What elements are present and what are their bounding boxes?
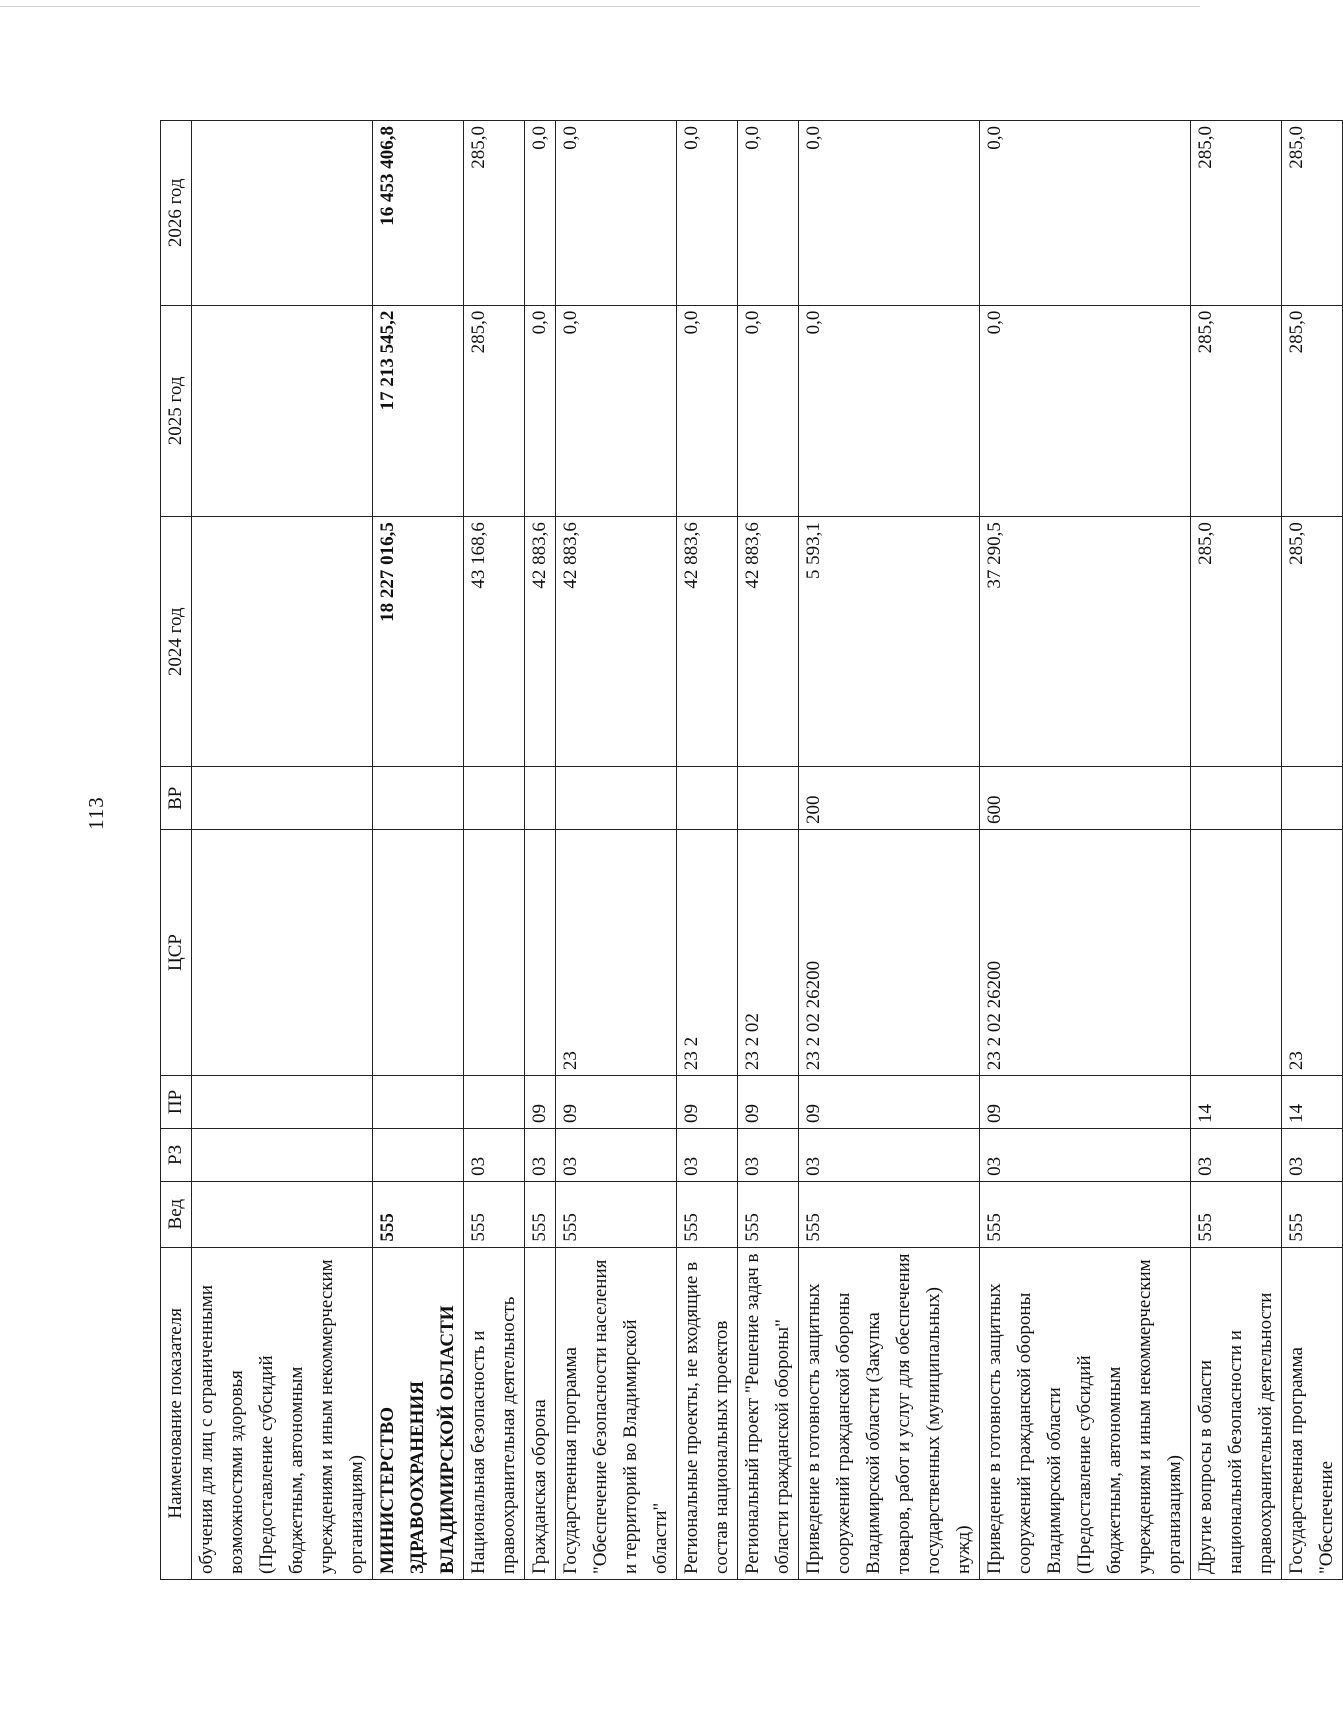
header-csr: ЦСР: [161, 830, 192, 1076]
cell-2025: 17 213 545,2: [373, 305, 464, 517]
cell-ved: 555: [980, 1181, 1191, 1247]
header-2024: 2024 год: [161, 517, 192, 767]
table-row: [1191, 121, 1282, 1580]
header-ved: Вед: [161, 1181, 192, 1247]
rotated-table-container: [160, 120, 1337, 1580]
table-body: [192, 121, 1343, 1580]
header-name: Наименование показателя: [161, 1247, 192, 1579]
cell-2026: 285,0: [464, 121, 525, 306]
cell-rz: 03: [464, 1128, 525, 1181]
cell-2025: 285,0: [1282, 305, 1343, 517]
header-vr: ВР: [161, 767, 192, 830]
cell-vr: 600: [980, 767, 1191, 830]
cell-2025: 0,0: [525, 305, 556, 517]
table-row: [464, 121, 525, 1580]
cell-2026: 285,0: [1191, 121, 1282, 306]
cell-2026: [192, 121, 373, 306]
scan-edge-line: [0, 6, 1200, 7]
cell-csr: [192, 830, 373, 1076]
cell-name: Гражданская оборона: [525, 1247, 556, 1579]
cell-ved: 555: [1282, 1181, 1343, 1247]
cell-name: МИНИСТЕРСТВО ЗДРАВООХРАНЕНИЯ ВЛАДИМИРСКОЙ ОБЛАСТИ: [373, 1247, 464, 1579]
cell-ved: 555: [677, 1181, 738, 1247]
header-row: [161, 121, 192, 1580]
cell-2024: 43 168,6: [464, 517, 525, 767]
cell-vr: [1191, 767, 1282, 830]
cell-pr: [464, 1076, 525, 1129]
cell-pr: 14: [1282, 1076, 1343, 1129]
cell-name: Приведение в готовность защитных сооружений гражданской обороны Владимирской области (Предоставление субсидий бюджетным, автономным учреждениям и иным некоммерческим организациям): [980, 1247, 1191, 1579]
cell-2026: 0,0: [556, 121, 677, 306]
cell-rz: [373, 1128, 464, 1181]
cell-vr: [738, 767, 799, 830]
cell-ved: 555: [525, 1181, 556, 1247]
header-pr: ПР: [161, 1076, 192, 1129]
cell-csr: [525, 830, 556, 1076]
cell-ved: 555: [464, 1181, 525, 1247]
cell-csr: [1191, 830, 1282, 1076]
cell-name: обучения для лиц с ограниченными возможностями здоровья (Предоставление субсидий бюджетным, автономным учреждениям и иным некоммерческим организациям): [192, 1247, 373, 1579]
cell-csr: [464, 830, 525, 1076]
cell-2025: 0,0: [556, 305, 677, 517]
table-row: [373, 121, 464, 1580]
cell-2026: 0,0: [799, 121, 980, 306]
cell-2024: 285,0: [1191, 517, 1282, 767]
cell-rz: 03: [677, 1128, 738, 1181]
table-row: [192, 121, 373, 1580]
table-row: [799, 121, 980, 1580]
cell-rz: [192, 1128, 373, 1181]
cell-pr: [373, 1076, 464, 1129]
table-row: [677, 121, 738, 1580]
cell-2025: 285,0: [1191, 305, 1282, 517]
cell-name: Приведение в готовность защитных сооружений гражданской обороны Владимирской области (Закупка товаров, работ и услуг для обеспечения государственных (муниципальных) нужд): [799, 1247, 980, 1579]
cell-csr: 23 2 02: [738, 830, 799, 1076]
cell-pr: [192, 1076, 373, 1129]
cell-rz: 03: [738, 1128, 799, 1181]
cell-2025: 285,0: [464, 305, 525, 517]
cell-2026: 0,0: [677, 121, 738, 306]
cell-rz: 03: [1282, 1128, 1343, 1181]
page-number: 113: [84, 796, 108, 830]
cell-2025: [192, 305, 373, 517]
table-row: [556, 121, 677, 1580]
cell-vr: [1282, 767, 1343, 830]
cell-rz: 03: [556, 1128, 677, 1181]
cell-rz: 03: [1191, 1128, 1282, 1181]
cell-2025: 0,0: [980, 305, 1191, 517]
cell-ved: 555: [738, 1181, 799, 1247]
cell-2024: 285,0: [1282, 517, 1343, 767]
cell-rz: 03: [525, 1128, 556, 1181]
cell-pr: 09: [556, 1076, 677, 1129]
cell-csr: 23 2: [677, 830, 738, 1076]
cell-2024: 42 883,6: [525, 517, 556, 767]
cell-vr: [464, 767, 525, 830]
cell-name: Государственная программа "Обеспечение: [1282, 1247, 1343, 1579]
cell-2026: 0,0: [525, 121, 556, 306]
cell-2025: 0,0: [799, 305, 980, 517]
cell-ved: 555: [373, 1181, 464, 1247]
cell-2025: 0,0: [677, 305, 738, 517]
cell-pr: 14: [1191, 1076, 1282, 1129]
cell-pr: 09: [799, 1076, 980, 1129]
cell-csr: 23 2 02 26200: [799, 830, 980, 1076]
cell-csr: 23: [556, 830, 677, 1076]
cell-2026: 285,0: [1282, 121, 1343, 306]
cell-vr: [525, 767, 556, 830]
header-2026: 2026 год: [161, 121, 192, 306]
cell-2026: 16 453 406,8: [373, 121, 464, 306]
cell-2024: 18 227 016,5: [373, 517, 464, 767]
cell-csr: [373, 830, 464, 1076]
cell-2025: 0,0: [738, 305, 799, 517]
header-rz: РЗ: [161, 1128, 192, 1181]
cell-pr: 09: [525, 1076, 556, 1129]
cell-rz: 03: [799, 1128, 980, 1181]
table-row: [525, 121, 556, 1580]
cell-name: Национальная безопасность и правоохранительная деятельность: [464, 1247, 525, 1579]
cell-2024: 37 290,5: [980, 517, 1191, 767]
cell-vr: 200: [799, 767, 980, 830]
cell-2024: [192, 517, 373, 767]
table-row: [980, 121, 1191, 1580]
cell-2024: 42 883,6: [677, 517, 738, 767]
cell-2024: 42 883,6: [738, 517, 799, 767]
cell-pr: 09: [738, 1076, 799, 1129]
cell-ved: 555: [1191, 1181, 1282, 1247]
cell-vr: [556, 767, 677, 830]
budget-table: [160, 120, 1343, 1580]
cell-2026: 0,0: [738, 121, 799, 306]
cell-pr: 09: [980, 1076, 1191, 1129]
table-row: [1282, 121, 1343, 1580]
cell-csr: 23: [1282, 830, 1343, 1076]
cell-vr: [373, 767, 464, 830]
header-2025: 2025 год: [161, 305, 192, 517]
cell-name: Государственная программа "Обеспечение безопасности населения и территорий во Владимирской области": [556, 1247, 677, 1579]
cell-ved: 555: [799, 1181, 980, 1247]
cell-2024: 5 593,1: [799, 517, 980, 767]
cell-vr: [192, 767, 373, 830]
cell-2024: 42 883,6: [556, 517, 677, 767]
cell-pr: 09: [677, 1076, 738, 1129]
cell-vr: [677, 767, 738, 830]
cell-2026: 0,0: [980, 121, 1191, 306]
cell-ved: [192, 1181, 373, 1247]
cell-rz: 03: [980, 1128, 1191, 1181]
cell-name: Другие вопросы в области национальной безопасности и правоохранительной деятельности: [1191, 1247, 1282, 1579]
cell-name: Региональный проект "Решение задач в области гражданской обороны": [738, 1247, 799, 1579]
table-row: [738, 121, 799, 1580]
cell-name: Региональные проекты, не входящие в состав национальных проектов: [677, 1247, 738, 1579]
cell-csr: 23 2 02 26200: [980, 830, 1191, 1076]
cell-ved: 555: [556, 1181, 677, 1247]
